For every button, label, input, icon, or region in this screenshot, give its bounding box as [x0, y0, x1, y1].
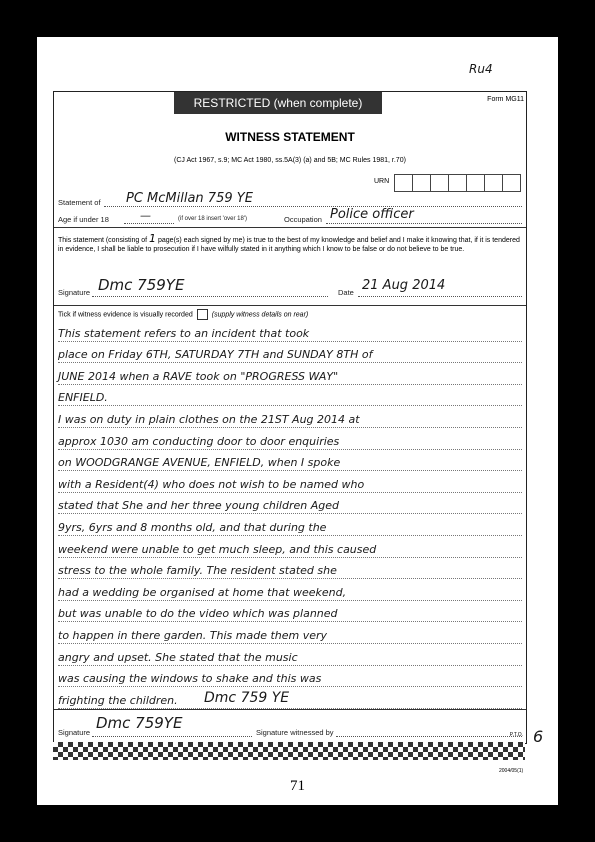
- statement-line: weekend were unable to get much sleep, and this caused: [58, 535, 522, 558]
- statement-line: on WOODGRANGE AVENUE, ENFIELD, when I spoke: [58, 449, 522, 472]
- statement-line: with a Resident(4) who does not wish to be named who: [58, 470, 522, 493]
- statement-line: to happen in there garden. This made them very: [58, 621, 522, 644]
- statement-line: but was unable to do the video which was planned: [58, 600, 522, 623]
- statement-of-value: PC McMillan 759 YE: [126, 191, 253, 206]
- statement-line: stress to the whole family. The resident stated she: [58, 557, 522, 580]
- footer-signature-label: Signature: [58, 728, 91, 737]
- declaration-text: This statement (consisting of 1 page(s) each signed by me) is true to the best of my knowledge and belief and I make it knowing that, if it is tendered in evidence, I shall be liable to prosecution if I have wilfully stated in it anything which I know to be false or do not believe to be true.: [58, 232, 520, 253]
- urn-label: URN: [374, 178, 390, 185]
- side-mark: 6: [533, 727, 544, 746]
- statement-of-label: Statement of: [58, 198, 101, 207]
- witnessed-label: Signature witnessed by: [256, 728, 334, 737]
- statement-line: was causing the windows to shake and this was: [58, 665, 522, 688]
- statement-line: place on Friday 6TH, SATURDAY 7TH and SUNDAY 8TH of: [58, 341, 522, 364]
- age-value: —: [140, 209, 151, 222]
- page-count: 1: [149, 232, 157, 245]
- statement-line: had a wedding be organised at home that weekend,: [58, 578, 522, 601]
- restricted-banner: RESTRICTED (when complete): [174, 92, 382, 114]
- checkered-border: [53, 742, 525, 760]
- document-sheet: [37, 37, 558, 805]
- legal-acts: (CJ Act 1967, s.9; MC Act 1980, ss.5A(3) (a) and 5B; MC Rules 1981, r.70): [174, 157, 406, 164]
- statement-line: stated that She and her three young children Aged: [58, 492, 522, 515]
- form-code: Form MG11: [487, 96, 524, 103]
- occupation-label: Occupation: [284, 215, 322, 224]
- statement-line: I was on duty in plain clothes on the 21ST Aug 2014 at: [58, 405, 522, 428]
- statement-line: 9yrs, 6yrs and 8 months old, and that during the: [58, 513, 522, 536]
- urn-boxes: [394, 174, 521, 192]
- statement-line: approx 1030 am conducting door to door enquiries: [58, 427, 522, 450]
- date-label: Date: [338, 288, 354, 297]
- tick-row: Tick if witness evidence is visually recorded (supply witness details on rear): [58, 309, 308, 320]
- signature-value: Dmc 759YE: [98, 276, 185, 294]
- pto-label: P.T.O.: [509, 732, 523, 738]
- signature-label: Signature: [58, 288, 91, 297]
- age-label: Age if under 18: [58, 215, 109, 224]
- statement-line: angry and upset. She stated that the music: [58, 643, 522, 666]
- statement-line: frighting the children.: [58, 686, 522, 709]
- statement-line: JUNE 2014 when a RAVE took on "PROGRESS WAY": [58, 362, 522, 385]
- closing-signature: Dmc 759 YE: [204, 690, 290, 706]
- date-value: 21 Aug 2014: [362, 278, 446, 293]
- statement-line: ENFIELD.: [58, 384, 522, 407]
- statement-line: This statement refers to an incident that took: [58, 319, 522, 342]
- form-version-code: 2004/05(1): [499, 768, 524, 774]
- age-hint: (if over 18 insert 'over 18'): [178, 216, 247, 222]
- footer-signature-value: Dmc 759YE: [96, 714, 183, 732]
- reference-mark: Ru4: [469, 62, 493, 76]
- form-title: WITNESS STATEMENT: [225, 130, 355, 144]
- page-number: 71: [290, 778, 305, 794]
- occupation-value: Police officer: [330, 207, 414, 222]
- witness-statement-form: [53, 91, 527, 744]
